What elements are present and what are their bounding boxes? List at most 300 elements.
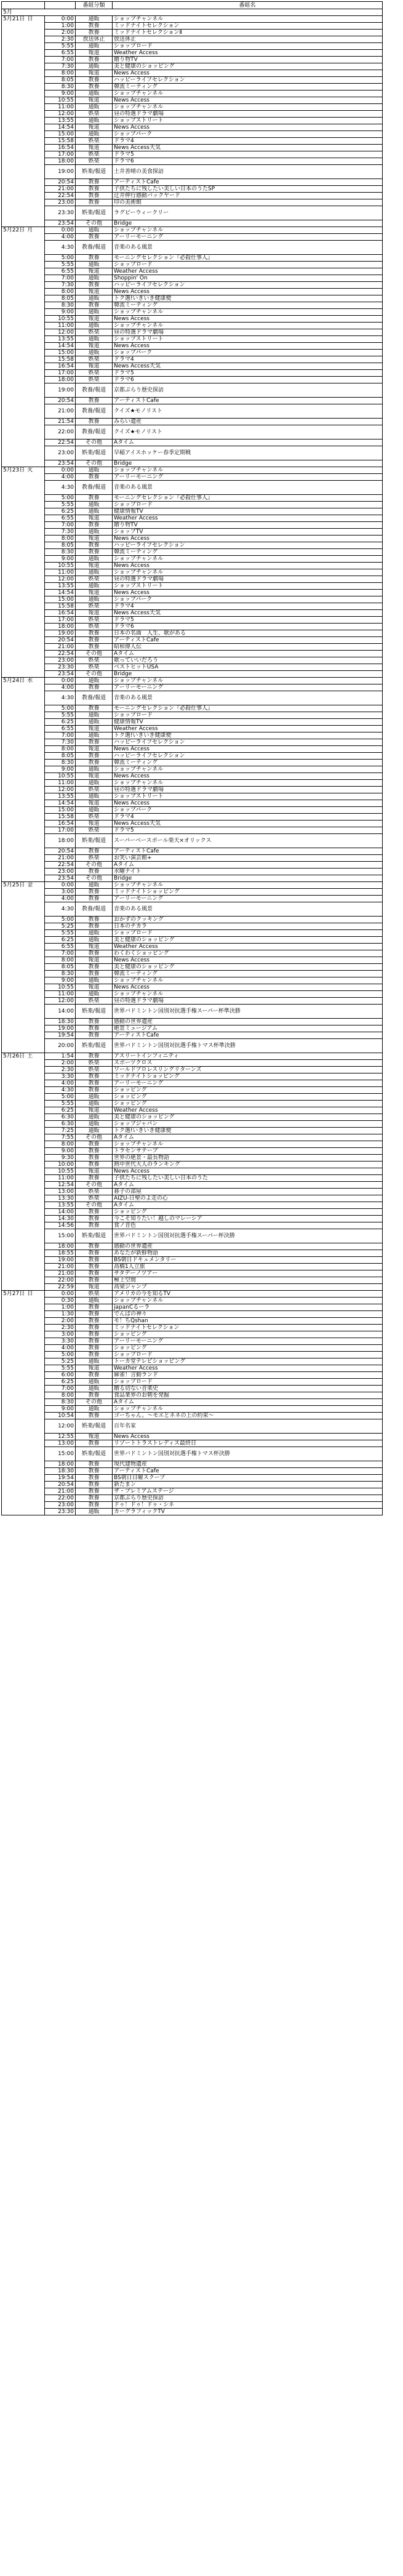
time-cell: 8:30 xyxy=(45,549,76,556)
schedule-row xyxy=(2,529,383,536)
schedule-row xyxy=(2,882,383,889)
schedule-row xyxy=(2,930,383,937)
program-name-cell: ミッドナイトショッピング xyxy=(113,1073,383,1080)
time-cell: 5:55 xyxy=(45,43,76,50)
time-cell: 15:00 xyxy=(45,1447,76,1461)
time-cell: 15:58 xyxy=(45,138,76,145)
time-cell: 5:55 xyxy=(45,262,76,268)
kind-cell: 通販 xyxy=(76,780,113,787)
time-cell: 16:54 xyxy=(45,145,76,151)
time-cell: 8:00 xyxy=(45,70,76,77)
time-cell: 4:00 xyxy=(45,896,76,902)
schedule-row xyxy=(2,1358,383,1365)
program-name-cell: アーリーモーニング xyxy=(113,474,383,481)
time-cell: 7:00 xyxy=(45,275,76,282)
schedule-row xyxy=(2,104,383,111)
program-name-cell: 音楽のある風景 xyxy=(113,241,383,255)
program-name-cell: 美と健康のショッピング xyxy=(113,964,383,971)
program-name-cell: Shoppin' On xyxy=(113,275,383,282)
day-weekday: 土 xyxy=(27,1053,33,1059)
schedule-row xyxy=(2,1277,383,1284)
time-cell: 18:00 xyxy=(45,624,76,630)
time-cell: 18:55 xyxy=(45,1250,76,1257)
kind-cell: 通販 xyxy=(76,104,113,111)
day-label xyxy=(2,882,45,1053)
schedule-row xyxy=(2,1270,383,1277)
kind-cell: 通販 xyxy=(76,90,113,97)
schedule-row xyxy=(2,902,383,917)
schedule-row xyxy=(2,590,383,596)
time-cell: 4:30 xyxy=(45,1087,76,1094)
program-name-cell: BS朝日ドキュメンタリー xyxy=(113,1257,383,1264)
day-label xyxy=(2,1053,45,1291)
time-cell: 10:54 xyxy=(45,1413,76,1419)
program-name-cell: News Access xyxy=(113,590,383,596)
kind-cell: その他 xyxy=(76,1182,113,1189)
kind-cell: 通販 xyxy=(76,719,113,726)
kind-cell: その他 xyxy=(76,875,113,882)
time-cell: 7:30 xyxy=(45,63,76,70)
kind-cell: 通販 xyxy=(76,323,113,329)
schedule-row xyxy=(2,30,383,36)
schedule-row xyxy=(2,282,383,289)
schedule-row xyxy=(2,1440,383,1447)
schedule-row xyxy=(2,1331,383,1338)
time-cell: 5:00 xyxy=(45,495,76,502)
program-name-cell: 美と健康のショッピング xyxy=(113,1114,383,1121)
program-name-cell: ドラマ6 xyxy=(113,158,383,165)
schedule-row xyxy=(2,1216,383,1222)
kind-cell: 報道 xyxy=(76,1434,113,1440)
kind-cell: 通販 xyxy=(76,295,113,302)
schedule-row xyxy=(2,1121,383,1128)
kind-cell: 報道 xyxy=(76,944,113,950)
program-name-cell: ハッピーライフセレクション xyxy=(113,282,383,289)
schedule-row xyxy=(2,1175,383,1182)
kind-cell: 報道 xyxy=(76,821,113,827)
schedule-row xyxy=(2,855,383,862)
time-cell: 0:00 xyxy=(45,678,76,684)
kind-cell: 教養 xyxy=(76,302,113,309)
kind-cell: 教養 xyxy=(76,684,113,691)
program-name-cell: ショップチャンネル xyxy=(113,991,383,998)
kind-cell: 通販 xyxy=(76,596,113,603)
kind-cell: 教養 xyxy=(76,1495,113,1502)
kind-cell: 通販 xyxy=(76,937,113,944)
program-name-cell: ショップストリート xyxy=(113,793,383,800)
time-cell: 6:25 xyxy=(45,937,76,944)
kind-cell: 教養/報道 xyxy=(76,383,113,398)
schedule-row xyxy=(2,398,383,404)
schedule-row xyxy=(2,630,383,637)
schedule-row xyxy=(2,193,383,199)
time-cell: 2:30 xyxy=(45,1067,76,1073)
program-name-cell: 食ノ音色 xyxy=(113,1222,383,1229)
program-name-cell: ドラマ5 xyxy=(113,370,383,377)
kind-cell: 娯楽 xyxy=(76,855,113,862)
time-cell: 5:55 xyxy=(45,1365,76,1372)
time-cell: 5:00 xyxy=(45,1352,76,1358)
kind-cell: 娯楽/報道 xyxy=(76,165,113,179)
program-name-cell: クイズ★モノリスト xyxy=(113,425,383,439)
kind-cell: 娯楽/報道 xyxy=(76,1039,113,1053)
time-cell: 0:00 xyxy=(45,882,76,889)
schedule-row xyxy=(2,1141,383,1148)
kind-cell: 通販 xyxy=(76,882,113,889)
day-date: 5月26日 xyxy=(3,1053,25,1059)
time-cell: 12:00 xyxy=(45,1419,76,1434)
program-name-cell: News Access xyxy=(113,124,383,131)
kind-cell: 娯楽 xyxy=(76,657,113,664)
kind-cell: 教養 xyxy=(76,1209,113,1216)
schedule-row xyxy=(2,766,383,773)
program-name-cell: ショッピング xyxy=(113,1331,383,1338)
program-name-cell: ハッピーライフセレクション xyxy=(113,542,383,549)
schedule-row xyxy=(2,569,383,576)
time-cell: 15:00 xyxy=(45,350,76,356)
program-name-cell: Weather Access xyxy=(113,50,383,57)
schedule-row xyxy=(2,821,383,827)
schedule-row xyxy=(2,1386,383,1392)
time-cell: 19:00 xyxy=(45,630,76,637)
kind-cell: 教養 xyxy=(76,1277,113,1284)
program-name-cell: News Access xyxy=(113,70,383,77)
program-name-cell: News Access xyxy=(113,746,383,753)
kind-cell: 教養 xyxy=(76,234,113,241)
time-cell: 19:54 xyxy=(45,1032,76,1039)
time-cell: 19:00 xyxy=(45,1025,76,1032)
program-name-cell: ドラマ6 xyxy=(113,377,383,383)
time-cell: 3:30 xyxy=(45,1073,76,1080)
schedule-row xyxy=(2,23,383,30)
kind-cell: 教養 xyxy=(76,1025,113,1032)
schedule-row xyxy=(2,1209,383,1216)
kind-cell: その他 xyxy=(76,439,113,446)
time-cell: 19:00 xyxy=(45,165,76,179)
time-cell: 4:30 xyxy=(45,241,76,255)
kind-cell: 通販 xyxy=(76,63,113,70)
program-name-cell: 日本の名曲 人生、歌がある xyxy=(113,630,383,637)
program-name-cell: 世界バドミントン国別対抗選手権スーパー杯準決勝 xyxy=(113,1005,383,1019)
time-cell: 14:30 xyxy=(45,1216,76,1222)
program-name-cell: ワールドプロレスリングリターンズ xyxy=(113,1067,383,1073)
schedule-row xyxy=(2,199,383,206)
program-name-cell: アーティストCafe xyxy=(113,179,383,186)
kind-cell: 通販 xyxy=(76,1121,113,1128)
schedule-row xyxy=(2,998,383,1005)
program-name-cell: ショップチャンネル xyxy=(113,227,383,234)
kind-cell: 娯楽 xyxy=(76,329,113,336)
kind-cell: 教養 xyxy=(76,1488,113,1495)
kind-cell: 教養 xyxy=(76,255,113,262)
kind-cell: 通販 xyxy=(76,766,113,773)
time-cell: 9:00 xyxy=(45,1406,76,1413)
header-kind: 番組分類 xyxy=(76,2,113,9)
time-cell: 11:00 xyxy=(45,780,76,787)
program-name-cell: ショップチャンネル xyxy=(113,323,383,329)
kind-cell: 報道 xyxy=(76,610,113,617)
time-cell: 5:00 xyxy=(45,705,76,712)
program-name-cell: Weather Access xyxy=(113,268,383,275)
program-name-cell: モーニングセレクション『必殺仕事人』 xyxy=(113,255,383,262)
schedule-row xyxy=(2,50,383,57)
time-cell: 3:30 xyxy=(45,1338,76,1345)
program-name-cell: ショップパーク xyxy=(113,807,383,814)
day-date: 5月21日 xyxy=(3,16,25,22)
program-name-cell: ドラマ4 xyxy=(113,356,383,363)
kind-cell: 教養 xyxy=(76,1311,113,1318)
schedule-row xyxy=(2,275,383,282)
kind-cell: 教養 xyxy=(76,186,113,193)
kind-cell: 通販 xyxy=(76,793,113,800)
schedule-row xyxy=(2,917,383,923)
program-name-cell: ショップチャンネル xyxy=(113,882,383,889)
header-name: 番組名 xyxy=(113,2,383,9)
schedule-row xyxy=(2,848,383,855)
schedule-row xyxy=(2,1101,383,1107)
kind-cell: 教養 xyxy=(76,1461,113,1468)
time-cell: 12:54 xyxy=(45,1182,76,1189)
schedule-row xyxy=(2,950,383,957)
time-cell: 6:55 xyxy=(45,726,76,732)
kind-cell: 教養 xyxy=(76,522,113,529)
time-cell: 21:00 xyxy=(45,644,76,651)
schedule-row xyxy=(2,664,383,671)
schedule-row xyxy=(2,746,383,753)
time-cell: 23:30 xyxy=(45,1509,76,1515)
program-name-cell: ショッピング xyxy=(113,1094,383,1101)
time-cell: 20:54 xyxy=(45,179,76,186)
program-name-cell: ドラマ5 xyxy=(113,151,383,158)
program-name-cell: ショップストリート xyxy=(113,118,383,124)
time-cell: 14:00 xyxy=(45,1005,76,1019)
kind-cell: 娯楽 xyxy=(76,617,113,624)
program-name-cell: アスリートインフィニティ xyxy=(113,1053,383,1060)
kind-cell: 通販 xyxy=(76,467,113,474)
program-name-cell: 世界バドミントン国別対抗選手権トマス杯準決勝 xyxy=(113,1039,383,1053)
kind-cell: 娯楽/報道 xyxy=(76,1447,113,1461)
schedule-row xyxy=(2,508,383,515)
schedule-row xyxy=(2,502,383,508)
schedule-row xyxy=(2,1162,383,1168)
time-cell: 17:00 xyxy=(45,151,76,158)
day-date: 5月24日 xyxy=(3,678,25,684)
program-name-cell: あなたが新鮮物語 xyxy=(113,1250,383,1257)
schedule-row xyxy=(2,1229,383,1243)
schedule-row xyxy=(2,1447,383,1461)
kind-cell: 通販 xyxy=(76,1298,113,1304)
schedule-row xyxy=(2,1222,383,1229)
kind-cell: 教養 xyxy=(76,84,113,90)
schedule-row xyxy=(2,1264,383,1270)
time-cell: 14:56 xyxy=(45,1222,76,1229)
program-name-cell: News Access天気 xyxy=(113,610,383,617)
schedule-row xyxy=(2,1419,383,1434)
time-cell: 7:30 xyxy=(45,739,76,746)
schedule-row xyxy=(2,179,383,186)
kind-cell: 教養 xyxy=(76,1175,113,1182)
time-cell: 14:54 xyxy=(45,590,76,596)
schedule-row xyxy=(2,1502,383,1509)
program-name-cell: 世界バドミントン国別対抗選手権トマス杯決勝 xyxy=(113,1447,383,1461)
schedule-row xyxy=(2,1060,383,1067)
kind-cell: 教養 xyxy=(76,23,113,30)
program-name-cell: 音楽のある風景 xyxy=(113,691,383,705)
schedule-row xyxy=(2,691,383,705)
time-cell: 0:00 xyxy=(45,1291,76,1298)
time-cell: 6:25 xyxy=(45,1107,76,1114)
schedule-row xyxy=(2,1155,383,1162)
schedule-row xyxy=(2,309,383,316)
program-name-cell: News Access xyxy=(113,343,383,350)
program-name-cell: わくわくショッピング xyxy=(113,950,383,957)
time-cell: 6:25 xyxy=(45,1379,76,1386)
program-name-cell: ミッドナイトショッピング xyxy=(113,889,383,896)
schedule-row xyxy=(2,363,383,370)
schedule-row xyxy=(2,289,383,295)
kind-cell: 娯楽 xyxy=(76,998,113,1005)
kind-cell: 通販 xyxy=(76,1509,113,1515)
program-name-cell: Weather Access xyxy=(113,1365,383,1372)
kind-cell: 教養 xyxy=(76,57,113,63)
program-name-cell: News Access xyxy=(113,800,383,807)
time-cell: 4:00 xyxy=(45,1080,76,1087)
program-name-cell: 健康情報TV xyxy=(113,508,383,515)
program-name-cell: Weather Access xyxy=(113,1107,383,1114)
schedule-row xyxy=(2,1243,383,1250)
program-name-cell: Aタイム xyxy=(113,1399,383,1406)
time-cell: 8:30 xyxy=(45,760,76,766)
program-name-cell: 世界バドミントン国別対抗選手権スーパー杯決勝 xyxy=(113,1229,383,1243)
kind-cell: 教養 xyxy=(76,1304,113,1311)
kind-cell: 教養 xyxy=(76,1468,113,1475)
time-cell: 7:30 xyxy=(45,282,76,289)
kind-cell: その他 xyxy=(76,1134,113,1141)
program-name-cell: ショップチャンネル xyxy=(113,569,383,576)
program-name-cell: ショップチャンネル xyxy=(113,90,383,97)
time-cell: 15:00 xyxy=(45,1229,76,1243)
schedule-row xyxy=(2,678,383,684)
program-name-cell: ショップチャンネル xyxy=(113,977,383,984)
schedule-row xyxy=(2,787,383,793)
program-name-cell: News Access xyxy=(113,957,383,964)
schedule-row xyxy=(2,984,383,991)
schedule-row xyxy=(2,255,383,262)
program-name-cell: 昼の特選ドラマ劇場 xyxy=(113,787,383,793)
kind-cell: 報道 xyxy=(76,268,113,275)
time-cell: 6:55 xyxy=(45,268,76,275)
kind-cell: 教養 xyxy=(76,549,113,556)
schedule-row xyxy=(2,522,383,529)
schedule-row xyxy=(2,583,383,590)
program-name-cell: News Access天気 xyxy=(113,145,383,151)
schedule-row xyxy=(2,637,383,644)
program-name-cell: アーティストCafe xyxy=(113,1468,383,1475)
time-cell: 10:55 xyxy=(45,984,76,991)
time-cell: 18:00 xyxy=(45,1243,76,1250)
time-cell: 7:30 xyxy=(45,529,76,536)
program-name-cell: カーグラフィックTV xyxy=(113,1509,383,1515)
program-name-cell: AIZU-日聖のよ走の心 xyxy=(113,1195,383,1202)
schedule-row xyxy=(2,343,383,350)
kind-cell: その他 xyxy=(76,220,113,227)
program-name-cell: ドラマ4 xyxy=(113,814,383,821)
program-name-cell: Weather Access xyxy=(113,944,383,950)
kind-cell: 教養 xyxy=(76,637,113,644)
time-cell: 0:00 xyxy=(45,227,76,234)
kind-cell: 報道 xyxy=(76,363,113,370)
kind-cell: 娯楽 xyxy=(76,1060,113,1067)
kind-cell: 通販 xyxy=(76,227,113,234)
schedule-row xyxy=(2,1372,383,1379)
schedule-row xyxy=(2,610,383,617)
schedule-row xyxy=(2,295,383,302)
kind-cell: 娯楽 xyxy=(76,827,113,834)
schedule-row xyxy=(2,875,383,882)
schedule-row xyxy=(2,1475,383,1482)
kind-cell: 教養 xyxy=(76,1053,113,1060)
time-cell: 4:30 xyxy=(45,691,76,705)
time-cell: 19:00 xyxy=(45,1257,76,1264)
kind-cell: 教養/報道 xyxy=(76,481,113,495)
time-cell: 5:25 xyxy=(45,1358,76,1365)
time-cell: 21:00 xyxy=(45,1264,76,1270)
kind-cell: 教養 xyxy=(76,1325,113,1331)
kind-cell: その他 xyxy=(76,460,113,467)
kind-cell: その他 xyxy=(76,1399,113,1406)
program-name-cell: Aタイム xyxy=(113,1202,383,1209)
program-name-cell: 日本のチカラ xyxy=(113,923,383,930)
schedule-row xyxy=(2,671,383,678)
month-label: 5月 xyxy=(2,9,383,16)
program-name-cell: 音楽のある風景 xyxy=(113,902,383,917)
schedule-row xyxy=(2,370,383,377)
schedule-row xyxy=(2,889,383,896)
schedule-row xyxy=(2,268,383,275)
program-name-cell: リゾートトラストレディス最終日 xyxy=(113,1440,383,1447)
kind-cell: 教養 xyxy=(76,30,113,36)
time-cell: 7:00 xyxy=(45,57,76,63)
kind-cell: 娯楽 xyxy=(76,158,113,165)
schedule-row xyxy=(2,536,383,542)
schedule-row xyxy=(2,262,383,268)
kind-cell: 娯楽 xyxy=(76,814,113,821)
program-name-cell: 昼の特選ドラマ劇場 xyxy=(113,329,383,336)
program-name-cell: スーパーベースボール楽天×オリックス xyxy=(113,834,383,848)
kind-cell: 報道 xyxy=(76,343,113,350)
time-cell: 9:30 xyxy=(45,1155,76,1162)
time-cell: 22:00 xyxy=(45,425,76,439)
schedule-row xyxy=(2,991,383,998)
program-name-cell: ラグビーウィークリー xyxy=(113,206,383,220)
kind-cell: 娯楽 xyxy=(76,370,113,377)
kind-cell: 教養/報道 xyxy=(76,241,113,255)
program-name-cell: おかずのクッキング xyxy=(113,917,383,923)
time-cell: 0:30 xyxy=(45,1298,76,1304)
time-cell: 8:00 xyxy=(45,536,76,542)
program-name-cell: ショップチャンネル xyxy=(113,1298,383,1304)
program-name-cell: 感動の世界遺産 xyxy=(113,1019,383,1025)
time-cell: 17:00 xyxy=(45,617,76,624)
schedule-row xyxy=(2,1352,383,1358)
schedule-row xyxy=(2,138,383,145)
time-cell: 7:00 xyxy=(45,1386,76,1392)
schedule-row xyxy=(2,563,383,569)
time-cell: 12:00 xyxy=(45,998,76,1005)
program-name-cell: スポーツクロス xyxy=(113,1060,383,1067)
kind-cell: 教養 xyxy=(76,1440,113,1447)
kind-cell: 通販 xyxy=(76,1379,113,1386)
